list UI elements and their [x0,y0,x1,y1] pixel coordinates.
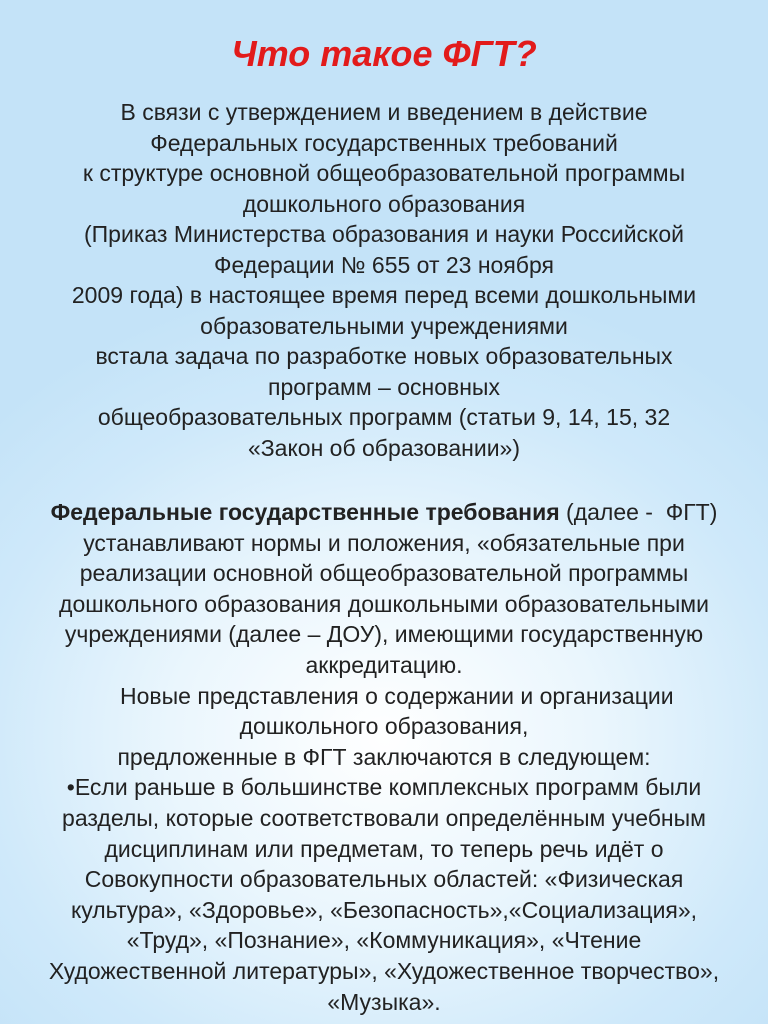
intro-line: дошкольного образования [242,190,526,217]
intro-line: 2009 года) в настоящее время перед всеми дошкольными [71,282,697,308]
new-ideas-line: Новые представления о содержании и организации [94,682,674,709]
bullet-line: «Труд», «Познание», «Коммуникация», «Чтение [126,927,642,954]
fgt-line: аккредитацию. [305,651,463,678]
intro-line: общеобразовательных программ (статьи 9, 14, 15, 32 [97,404,671,430]
new-ideas-line: предложенные в ФГТ заключаются в следующем: [117,743,651,770]
fgt-line: учреждениями (далее – ДОУ), имеющими государственную [64,621,704,648]
bullet-line: культура», «Здоровье», «Безопасность»,«Социализация», [70,896,698,923]
intro-line: образовательными учреждениями [200,312,568,339]
bullet-line: дисциплинам или предметам, то теперь речь идёт о [104,835,664,862]
intro-line: Федеральных государственных требований [150,129,618,156]
intro-line: В связи с утверждением и введением в действие [120,99,648,125]
intro-line: «Закон об образовании») [247,434,520,461]
fgt-abbreviation: (далее - ФГТ) [559,499,718,525]
slide-title: Что такое ФГТ? [231,33,537,74]
bullet-line: разделы, которые соответствовали определённым учебным [62,804,706,831]
intro-line: (Приказ Министерства образования и науки Российской [83,221,685,247]
fgt-line: устанавливают нормы и положения, «обязательные при [83,529,685,556]
new-ideas-line: дошкольного образования, [239,713,529,740]
intro-line: Федерации № 655 от 23 ноября [214,251,554,278]
bullet-line: «Музыка». [327,988,441,1015]
fgt-section [4,497,764,1017]
fgt-line: дошкольного образования дошкольными образовательными [59,590,709,617]
bullet-line: Художественной литературы», «Художественное творчество», [48,957,720,984]
intro-line: программ – основных [268,373,500,400]
bullet-line: •Если раньше в большинстве комплексных программ были [66,774,702,801]
intro-line: встала задача по разработке новых образовательных [95,343,673,369]
intro-line: к структуре основной общеобразовательной программы [82,160,686,186]
bullet-line: Совокупности образовательных областей: «Физическая [84,866,684,893]
fgt-line: реализации основной общеобразовательной программы [79,560,689,587]
intro-paragraph [20,97,748,463]
fgt-definition-first-line [4,497,764,528]
fgt-bold-term: Федеральные государственные требования [50,499,560,525]
